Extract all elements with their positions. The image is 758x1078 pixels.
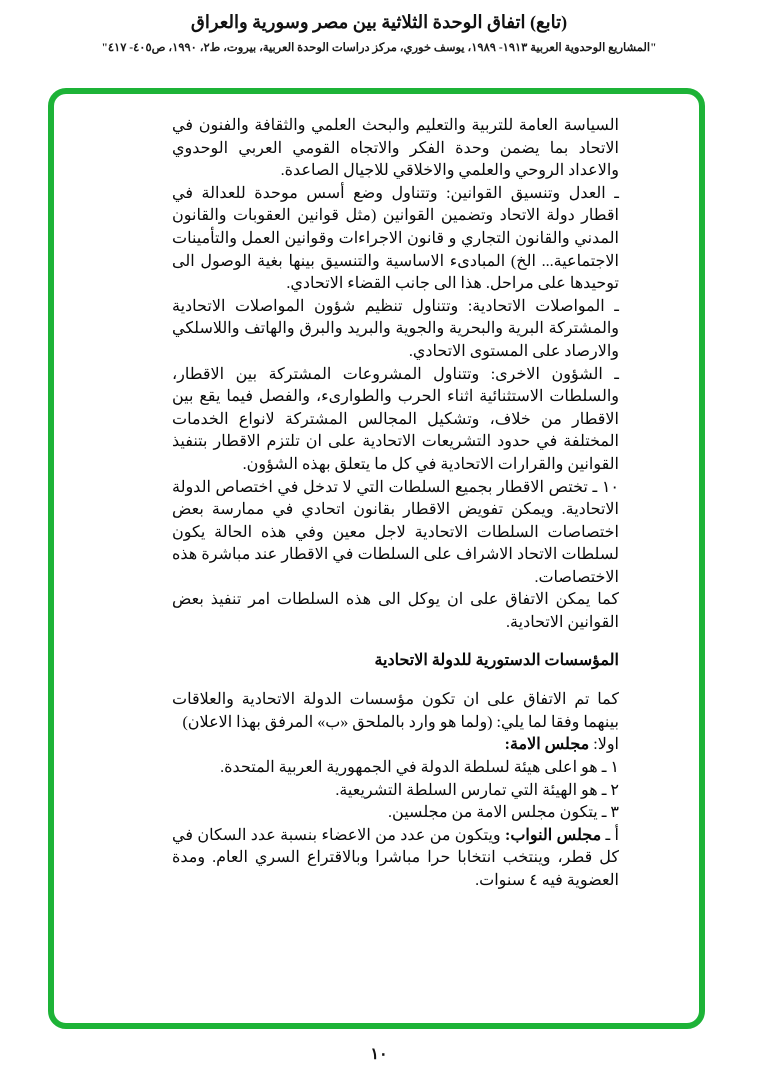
item-a-prefix: أ ـ xyxy=(601,826,619,844)
list-item-3: ٣ ـ يتكون مجلس الامة من مجلسين. xyxy=(388,804,619,822)
document-header xyxy=(0,12,758,54)
paragraph-general-policy: السياسة العامة للتربية والتعليم والبحث العلمي والثقافة والفنون في الاتحاد بما يضمن وحدة الفكر والاتجاه القومي العربي الوحدوي والاعداد الروحي والعلمي والاخلاقي للاجيال الصاعدة. xyxy=(172,117,619,180)
list-item-a-deputies xyxy=(172,825,619,893)
section-heading-constitutional-institutions: المؤسسات الدستورية للدولة الاتحادية xyxy=(374,651,619,669)
page-number: ١٠ xyxy=(370,1046,388,1063)
paragraph-item-10: ١٠ ـ تختص الاقطار بجميع السلطات التي لا تدخل في اختصاص الدولة الاتحادية. ويمكن تفويض الاقطار بقانون اتحادي في ممارسة بعض اختصاصات السلطات الاتحادية لاجل معين وفي هذه الحالة يكون لسلطات الاتحاد الاشراف على السلطات في الاقطار عند مباشرة هذه الاختصاصات. xyxy=(172,478,619,586)
item-a-title: مجلس النواب: xyxy=(504,826,602,844)
paragraph-justice-laws: ـ العدل وتنسيق القوانين: وتتناول وضع أسس موحدة للعدالة في اقطار دولة الاتحاد وتضمين القوانين (مثل قوانين العقوبات والقانون المدني والقانون التجاري و قانون الاجراءات وقوانين العمل والتأمينات الاجتماعية... الخ) المبادىء الاساسية والتنسيق بينها بغية الوصول الى توحيدها على مراحل. هذا الى جانب القضاء الاتحادي. xyxy=(172,184,619,293)
paragraph-other-affairs: ـ الشؤون الاخرى: وتتناول المشروعات المشتركة بين الاقطار، والسلطات الاستثنائية اثناء الحرب والطوارىء، والفصل فيما يقع بين الاقطار من خلاف، وتشكيل المجالس المشتركة لانواع الخدمات المختلفة في حدود التشريعات الاتحادية على ان تلتزم الاقطار بتنفيذ القوانين والقرارات الاتحادية في كل ما يتعلق بهذه الشؤون. xyxy=(172,365,619,473)
content-frame xyxy=(48,88,705,1029)
document-title: (تابع) اتفاق الوحدة الثلاثية بين مصر وسورية والعراق xyxy=(190,12,568,32)
document-text-column xyxy=(172,115,619,893)
paragraph-agreement-institutions: كما تم الاتفاق على ان تكون مؤسسات الدولة الاتحادية والعلاقات بينهما وفقا لما يلي: (ولما هو وارد بالملحق «ب» المرفق بهذا الاعلان) xyxy=(172,691,619,731)
line-first-national-assembly xyxy=(172,734,619,757)
item-a-text: ويتكون من عدد من الاعضاء بنسبة عدد السكان في كل قطر، وينتخب انتخابا حرا مباشرا وبالاقتراع السري العام. ومدة العضوية فيه ٤ سنوات. xyxy=(172,826,619,889)
first-title: مجلس الامة: xyxy=(504,736,590,754)
first-label: اولا: xyxy=(589,736,619,754)
list-item-1: ١ ـ هو اعلى هيئة لسلطة الدولة في الجمهورية العربية المتحدة. xyxy=(220,759,619,777)
paragraph-federal-communications: ـ المواصلات الاتحادية: وتتناول تنظيم شؤون المواصلات الاتحادية والمشتركة البرية والبحرية والجوية والبريد والبرق والهاتف واللاسلكي والارصاد على المستوى الاتحادي. xyxy=(172,297,619,360)
list-item-2: ٢ ـ هو الهيئة التي تمارس السلطة التشريعية. xyxy=(335,781,619,799)
paragraph-item-10-note: كما يمكن الاتفاق على ان يوكل الى هذه السلطات امر تنفيذ بعض القوانين الاتحادية. xyxy=(172,591,619,632)
document-citation: "المشاريع الوحدوية العربية ١٩١٣- ١٩٨٩، يوسف خوري، مركز دراسات الوحدة العربية، بيروت، ط٢، ١٩٩٠، ص٤٠٥- ٤١٧" xyxy=(101,42,657,54)
